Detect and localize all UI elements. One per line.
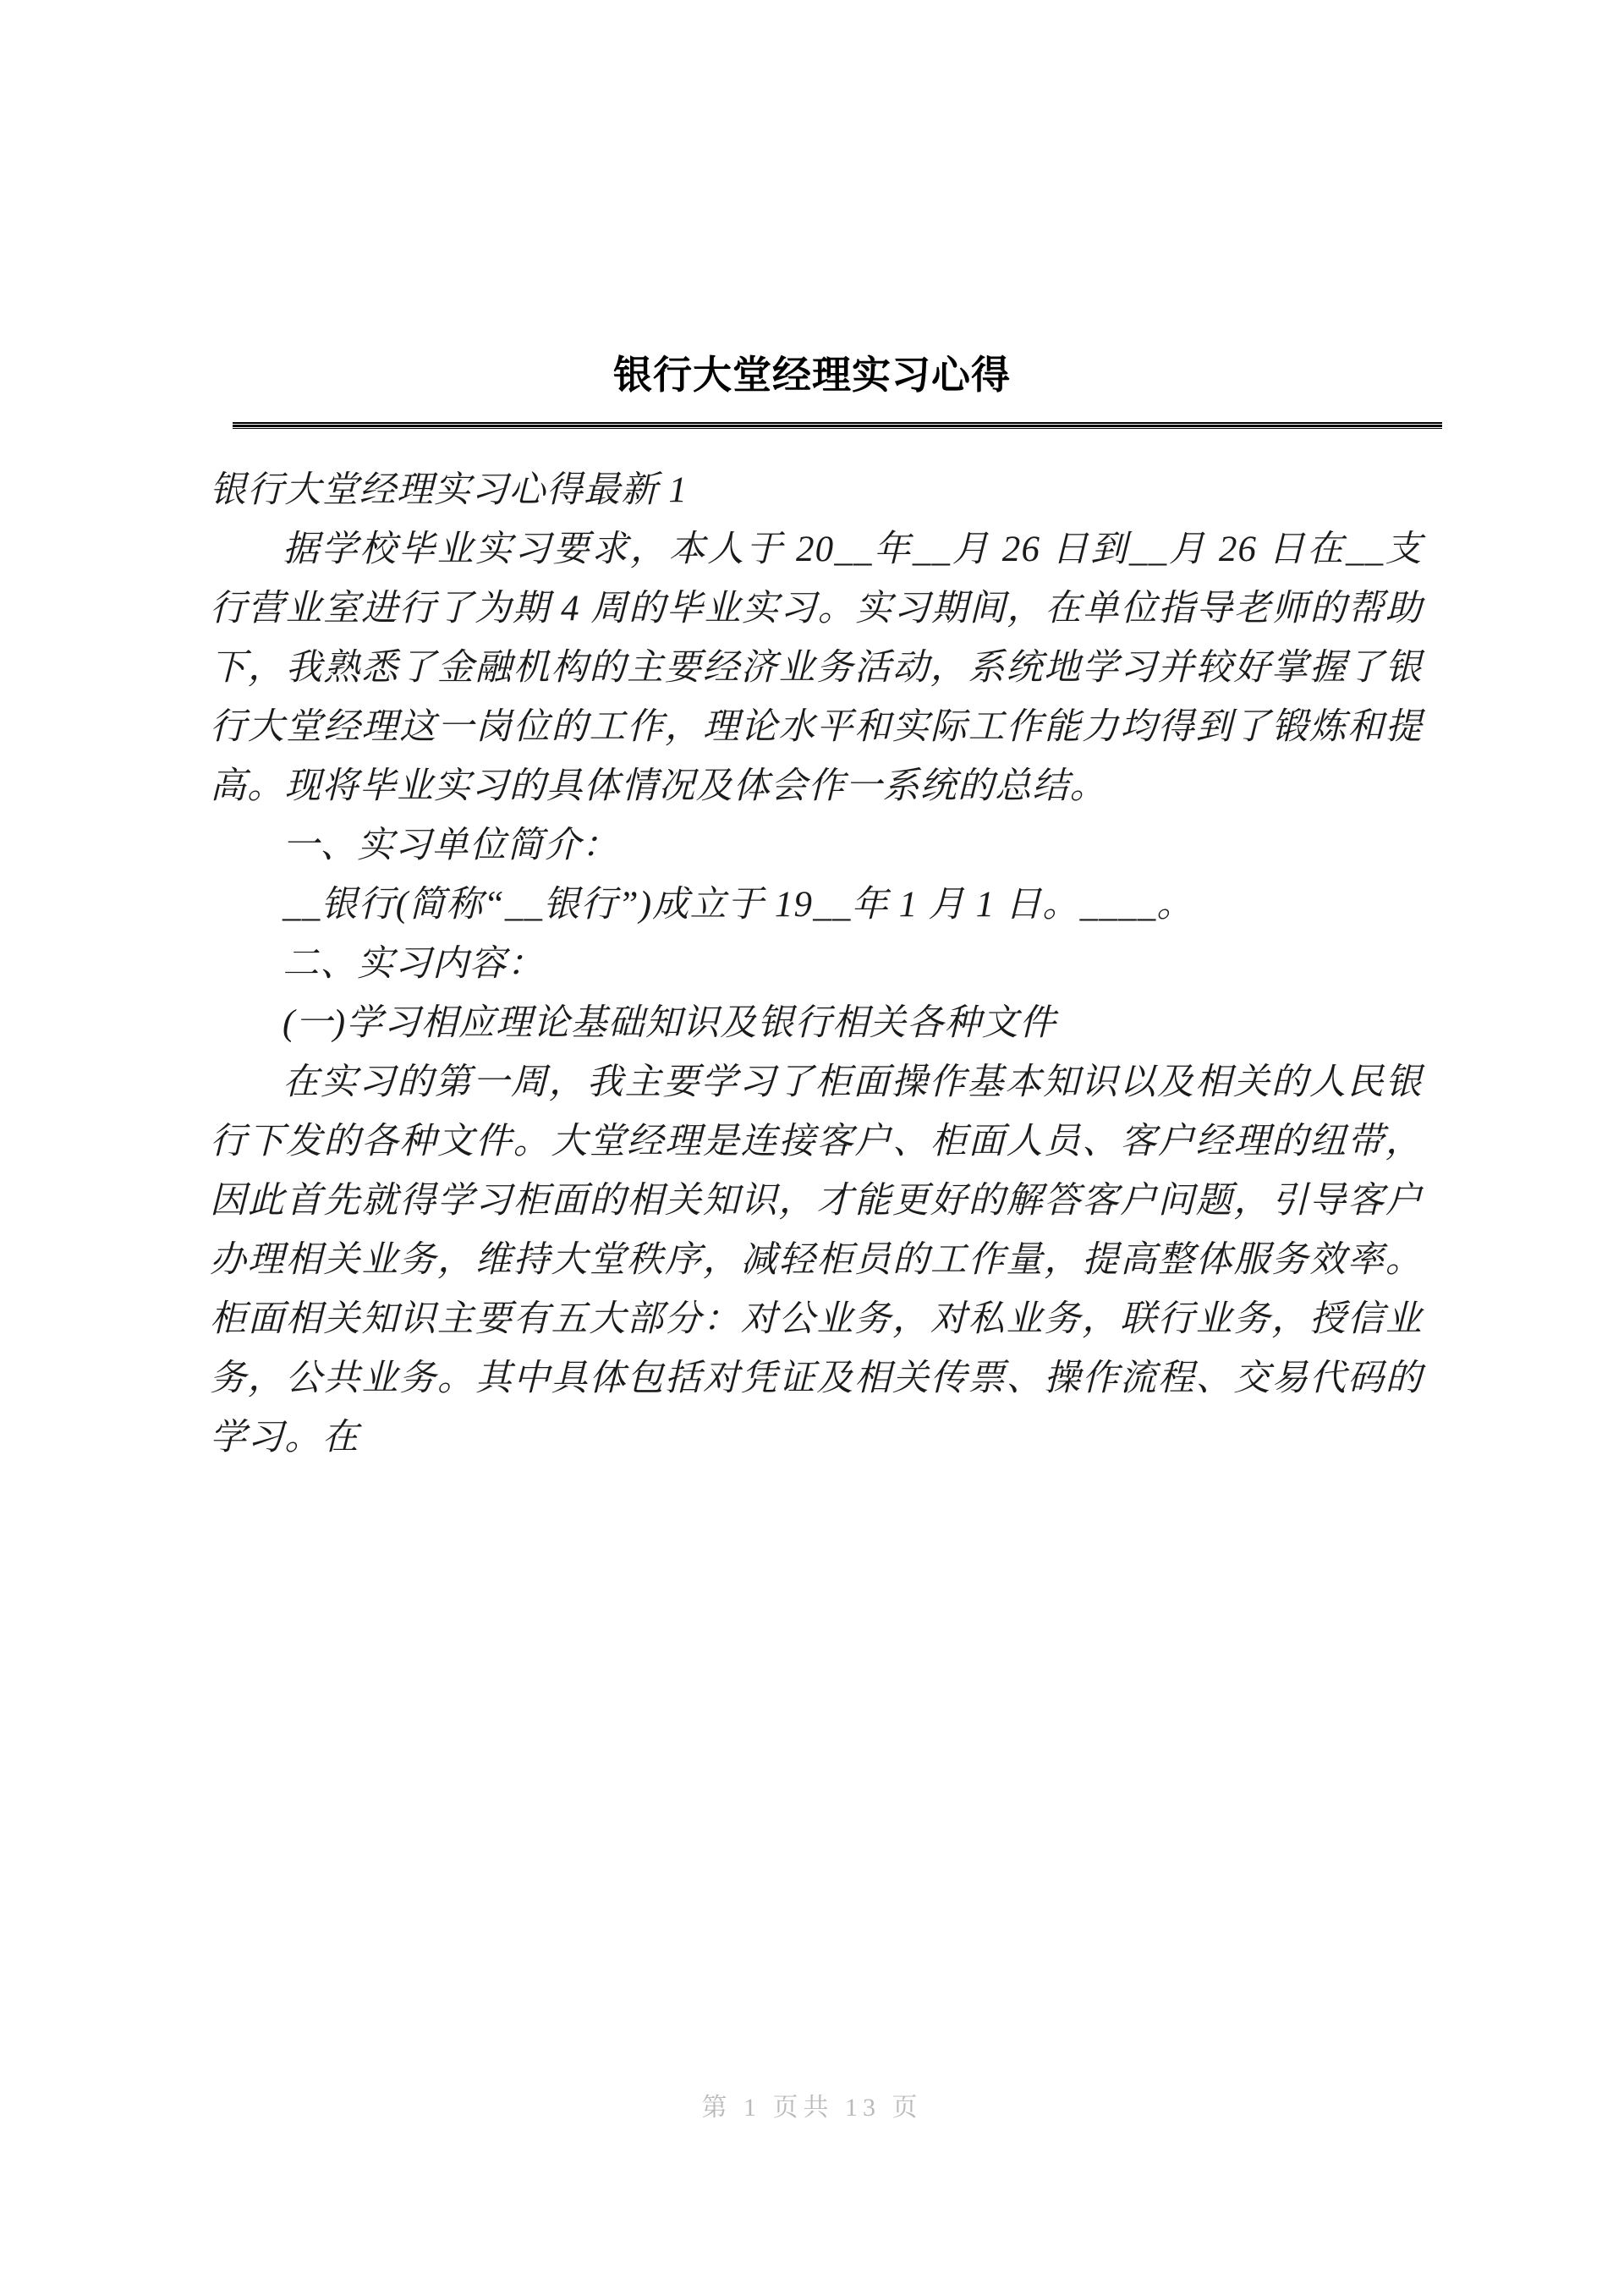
paragraph-intro: 据学校毕业实习要求，本人于 20__年__月 26 日到__月 26 日在__支行营业室进行了为期 4 周的毕业实习。实习期间，在单位指导老师的帮助下，我熟悉了金融机构的主要经济业务活动，系统地学习并较好掌握了银行大堂经理这一岗位的工作，理论水平和实际工作能力均得到了锻炼和提高。现将毕业实习的具体情况及体会作一系统的总结。 xyxy=(210,530,1423,806)
document-body xyxy=(210,461,1423,1468)
paragraph-section-two-sub-one-body: 在实习的第一周，我主要学习了柜面操作基本知识以及相关的人民银行下发的各种文件。大堂经理是连接客户、柜面人员、客户经理的纽带，因此首先就得学习柜面的相关知识，才能更好的解答客户问题，引导客户办理相关业务，维持大堂秩序，减轻柜员的工作量，提高整体服务效率。柜面相关知识主要有五大部分：对公业务，对私业务，联行业务，授信业务，公共业务。其中具体包括对凭证及相关传票、操作流程、交易代码的学习。在 xyxy=(210,1062,1423,1458)
page-footer: 第 1 页共 13 页 xyxy=(701,2094,923,2122)
divider-line-bottom xyxy=(233,428,1442,429)
paragraph-subtitle: 银行大堂经理实习心得最新 1 xyxy=(210,470,689,510)
paragraph-section-one-heading: 一、实习单位简介： xyxy=(283,826,619,865)
title-divider xyxy=(233,422,1442,429)
paragraph-section-two-heading: 二、实习内容： xyxy=(283,944,545,984)
paragraph-section-two-sub-one: (一)学习相应理论基础知识及银行相关各种文件 xyxy=(283,1003,1057,1043)
paragraph-section-one-body: __银行(简称“__银行”)成立于 19__年 1 月 1 日。____。 xyxy=(283,885,1194,925)
page-title: 银行大堂经理实习心得 xyxy=(613,351,1011,398)
